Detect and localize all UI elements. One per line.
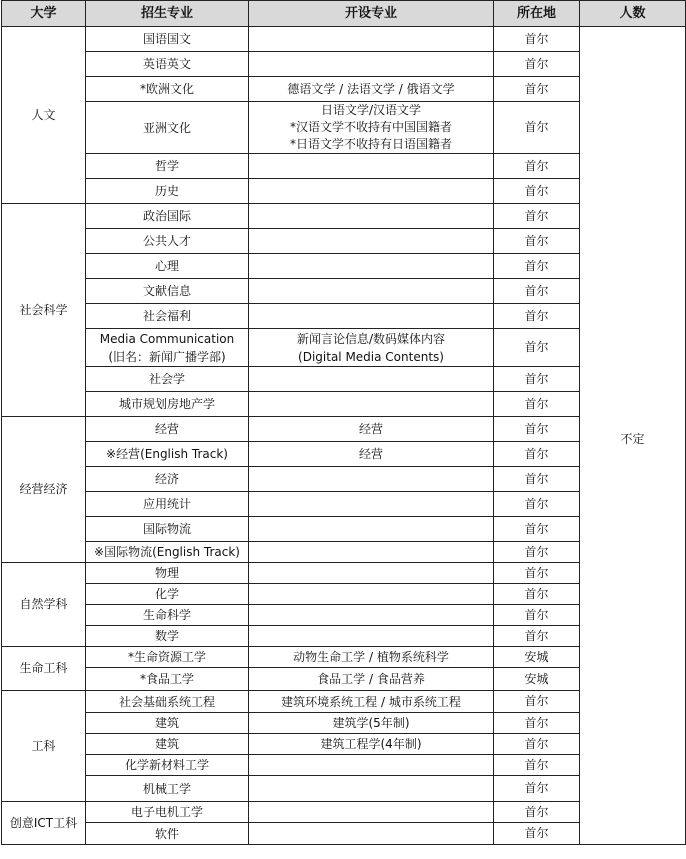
major-line: 社会基础系统工程 (118, 694, 215, 709)
header-people: 人数 (580, 1, 686, 27)
offered-cell (249, 713, 494, 734)
location-cell: 首尔 (494, 605, 580, 626)
location-cell: 首尔 (494, 691, 580, 713)
header-offered: 开设专业 (249, 1, 494, 27)
location-cell: 首尔 (494, 329, 580, 367)
offered-line: 动物生命工学 / 植物系统科学 (293, 650, 449, 664)
location-cell: 首尔 (494, 542, 580, 563)
major-cell (86, 734, 249, 755)
major-cell (86, 254, 249, 279)
major-cell (86, 27, 249, 52)
major-cell (86, 584, 249, 605)
location-cell: 首尔 (494, 755, 580, 776)
location-cell: 首尔 (494, 229, 580, 254)
offered-cell (249, 734, 494, 755)
offered-line: *汉语文学不收持有中国国籍者 (289, 120, 452, 134)
offered-cell (249, 492, 494, 517)
major-cell (86, 517, 249, 542)
major-cell (86, 668, 249, 691)
major-line: 生命科学 (142, 608, 191, 622)
major-cell (86, 442, 249, 467)
offered-cell (249, 542, 494, 563)
major-cell (86, 647, 249, 668)
major-cell (86, 823, 249, 845)
major-line: 英语英文 (142, 57, 191, 71)
location-cell: 首尔 (494, 584, 580, 605)
location-cell: 首尔 (494, 563, 580, 584)
offered-cell (249, 154, 494, 179)
offered-cell (249, 102, 494, 154)
offered-cell (249, 77, 494, 102)
major-cell (86, 755, 249, 776)
offered-cell (249, 417, 494, 442)
offered-cell (249, 691, 494, 713)
major-line: ※国际物流(English Track) (94, 545, 240, 559)
university-cell: 创意ICT工科 (2, 802, 86, 845)
major-line: ※经营(English Track) (106, 447, 228, 461)
major-line: 国语国文 (142, 32, 191, 46)
offered-cell (249, 254, 494, 279)
major-cell (86, 179, 249, 204)
offered-cell (249, 367, 494, 392)
major-cell (86, 691, 249, 713)
major-cell (86, 776, 249, 802)
offered-cell (249, 647, 494, 668)
major-cell (86, 304, 249, 329)
major-cell (86, 713, 249, 734)
location-cell: 首尔 (494, 467, 580, 492)
offered-line: 建筑环境系统工程 / 城市系统工程 (281, 694, 461, 709)
major-line: 国际物流 (142, 522, 191, 536)
major-line: 哲学 (154, 159, 179, 173)
major-line: *食品工学 (139, 672, 194, 686)
major-line: 机械工学 (142, 781, 191, 796)
major-line: 社会学 (148, 372, 185, 386)
location-cell: 首尔 (494, 179, 580, 204)
location-cell: 首尔 (494, 52, 580, 77)
offered-cell (249, 584, 494, 605)
university-cell: 工科 (2, 691, 86, 802)
offered-cell (249, 668, 494, 691)
offered-cell (249, 442, 494, 467)
offered-cell (249, 802, 494, 823)
major-cell (86, 154, 249, 179)
location-cell: 首尔 (494, 734, 580, 755)
table-row (2, 27, 686, 52)
major-line: 建筑 (154, 716, 179, 730)
location-cell: 首尔 (494, 776, 580, 802)
location-cell: 首尔 (494, 626, 580, 647)
major-cell (86, 77, 249, 102)
header-location: 所在地 (494, 1, 580, 27)
location-cell: 首尔 (494, 802, 580, 823)
people-value: 不定 (620, 432, 645, 446)
major-line: 建筑 (154, 737, 179, 751)
major-line: 数学 (154, 629, 179, 643)
offered-cell (249, 467, 494, 492)
major-cell (86, 626, 249, 647)
major-cell (86, 204, 249, 229)
major-line: *欧洲文化 (139, 82, 194, 96)
offered-cell (249, 27, 494, 52)
major-line: 城市规划房地产学 (118, 397, 215, 411)
major-line: 文献信息 (142, 284, 191, 298)
location-cell: 首尔 (494, 517, 580, 542)
offered-cell (249, 204, 494, 229)
location-cell: 首尔 (494, 492, 580, 517)
university-cell: 社会科学 (2, 204, 86, 417)
major-line: 社会福利 (142, 309, 191, 323)
offered-line: 建筑工程学(4年制) (320, 737, 422, 751)
header-university: 大学 (2, 1, 86, 27)
university-cell: 经营经济 (2, 417, 86, 563)
offered-cell (249, 517, 494, 542)
major-line: 历史 (154, 184, 179, 198)
location-cell: 首尔 (494, 367, 580, 392)
offered-cell (249, 392, 494, 417)
location-cell: 首尔 (494, 154, 580, 179)
offered-line: 经营 (358, 447, 383, 461)
major-line: 应用统计 (142, 497, 191, 511)
major-cell (86, 392, 249, 417)
location-cell: 首尔 (494, 254, 580, 279)
offered-line: *日语文学不收持有日语国籍者 (289, 137, 452, 151)
offered-line: (Digital Media Contents) (298, 349, 444, 364)
major-line: 软件 (154, 826, 179, 841)
location-cell: 首尔 (494, 77, 580, 102)
location-cell: 安城 (494, 647, 580, 668)
offered-cell (249, 52, 494, 77)
offered-line: 建筑学(5年制) (332, 716, 410, 730)
university-cell: 自然学科 (2, 563, 86, 647)
offered-cell (249, 823, 494, 845)
major-cell (86, 563, 249, 584)
major-cell (86, 279, 249, 304)
major-line: 心理 (154, 259, 179, 273)
offered-line: 日语文学/汉语文学 (320, 103, 422, 117)
major-cell (86, 802, 249, 823)
major-cell (86, 329, 249, 367)
offered-cell (249, 229, 494, 254)
location-cell: 首尔 (494, 713, 580, 734)
offered-line: 经营 (358, 422, 383, 436)
header-row (2, 1, 686, 27)
table-body (2, 27, 686, 845)
major-line: 化学新材料工学 (124, 758, 209, 772)
major-line: 经济 (154, 472, 179, 486)
university-cell: 生命工科 (2, 647, 86, 691)
major-cell (86, 417, 249, 442)
major-cell (86, 367, 249, 392)
offered-cell (249, 776, 494, 802)
location-cell: 首尔 (494, 27, 580, 52)
major-line: 亚洲文化 (142, 120, 191, 135)
major-cell (86, 102, 249, 154)
location-cell: 首尔 (494, 442, 580, 467)
location-cell: 首尔 (494, 417, 580, 442)
offered-cell (249, 563, 494, 584)
offered-line: 新闻言论信息/数码媒体内容 (296, 331, 446, 346)
offered-cell (249, 279, 494, 304)
location-cell: 首尔 (494, 304, 580, 329)
major-cell (86, 605, 249, 626)
offered-cell (249, 179, 494, 204)
admissions-table (1, 0, 686, 845)
major-line: 物理 (154, 566, 179, 580)
major-cell (86, 467, 249, 492)
header-major: 招生专业 (86, 1, 249, 27)
offered-cell (249, 329, 494, 367)
major-line: 电子电机工学 (130, 805, 203, 819)
major-line: 化学 (154, 587, 179, 601)
major-cell (86, 492, 249, 517)
location-cell: 首尔 (494, 204, 580, 229)
major-cell (86, 542, 249, 563)
major-line: 经营 (154, 422, 179, 436)
offered-cell (249, 626, 494, 647)
offered-cell (249, 304, 494, 329)
location-cell: 首尔 (494, 102, 580, 154)
location-cell: 首尔 (494, 279, 580, 304)
location-cell: 首尔 (494, 392, 580, 417)
offered-line: 德语文学 / 法语文学 / 俄语文学 (287, 82, 455, 96)
university-cell: 人文 (2, 27, 86, 204)
major-cell (86, 52, 249, 77)
major-line: *生命资源工学 (127, 650, 206, 664)
location-cell: 首尔 (494, 823, 580, 845)
location-cell: 安城 (494, 668, 580, 691)
offered-cell (249, 605, 494, 626)
major-line: (旧名：新闻广播学部) (108, 349, 226, 364)
major-cell (86, 229, 249, 254)
offered-line: 食品工学 / 食品营养 (317, 672, 425, 686)
major-line: 公共人才 (142, 234, 191, 248)
major-line: 政治国际 (142, 209, 191, 223)
major-line: Media Communication (99, 331, 235, 346)
offered-cell (249, 755, 494, 776)
people-cell (580, 27, 686, 845)
